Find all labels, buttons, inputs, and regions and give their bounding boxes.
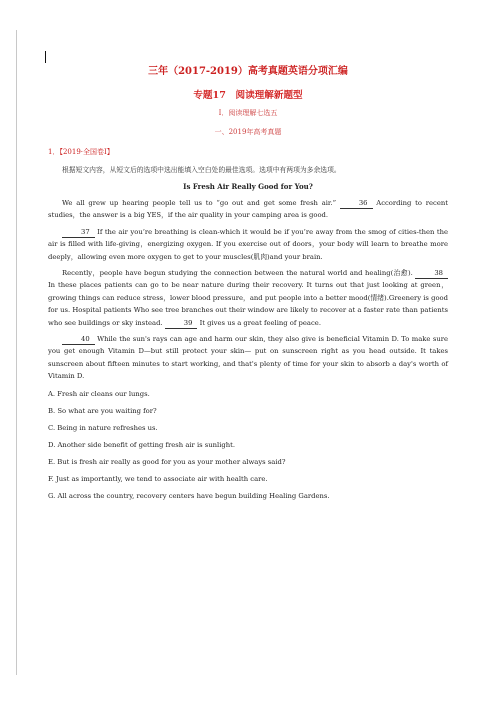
paragraph-4-text: While the sun's rays can age and harm our skin, they also give is beneficial Vitamin D. To make sure you get enough Vitamin D—but still protect your skin— put on sunscreen right as you head outside. It takes sunscreen about fifteen minutes to start working, and that's plenty of time for your skin to absorb a day's worth of Vitamin D. — [48, 335, 448, 381]
text-cursor — [45, 51, 46, 63]
paragraph-3-end: It gives us a great feeling of peace. — [199, 318, 321, 327]
paragraph-2 — [48, 226, 448, 263]
paragraph-1 — [48, 197, 448, 222]
option-b: B. So what are you waiting for? — [48, 406, 157, 415]
option-a: A. Fresh air cleans our lungs. — [48, 389, 150, 398]
paragraph-1-tail: According to recent studies，the answer is a big YES，if the air quality in your camping area is good. — [48, 199, 448, 220]
instruction-text: 根据短文内容，从短文后的选项中选出能填入空白处的最佳选项。选项中有两项为多余选项。 — [62, 166, 341, 174]
blank-40: 40 — [62, 335, 95, 345]
blank-38: 38 — [415, 269, 448, 279]
paragraph-4 — [48, 333, 448, 383]
option-d: D. Another side benefit of getting fresh air is sunlight. — [48, 440, 235, 449]
paragraph-1-text: We all grew up hearing people tell us to “go out and get some fresh air.” — [62, 199, 340, 207]
option-f: F. Just as importantly, we tend to associate air with health care. — [48, 474, 268, 483]
paragraph-3-text: Recently，people have begun studying the connection between the natural world and healing(治愈). — [62, 269, 413, 278]
paragraph-2-text: If the air you’re breathing is clean-which it would be if you’re away from the smog of cities-then the air is filled with life-giving，energizing oxygen. If you exercise out of doors，your body will learn to breathe more deeply，allowing even more oxygen to get to your muscles(肌肉)and your brain. — [48, 227, 448, 261]
option-c: C. Being in nature refreshes us. — [48, 423, 158, 432]
blank-36: 36 — [340, 199, 373, 209]
option-g: G. All across the country, recovery centers have begun building Healing Gardens. — [48, 491, 330, 500]
document-subtitle: 专题17 阅读理解新题型 — [193, 90, 303, 101]
document-content — [48, 63, 448, 502]
option-e: E. But is fresh air really as good for you as your mother always said? — [48, 457, 286, 466]
paragraph-3 — [48, 267, 448, 329]
section-title: I．阅读理解七选五 — [218, 109, 278, 117]
main-title: 三年（2017-2019）高考真题英语分项汇编 — [148, 66, 348, 77]
paragraph-3-tail: In these places patients can go to be near nature during their recovery. It turns out that just looking at green，growing things can reduce stress，lower blood pressure，and put people into a better mood(情绪).Greenery is good for us. Hospital patients Who see tree branches out their window are likely to recover at a faster rate than patients who see buildings or sky instead. — [48, 281, 448, 327]
question-heading: 1．【2019·全国卷Ⅰ】 — [48, 148, 114, 156]
article-title: Is Fresh Air Really Good for You? — [183, 182, 313, 191]
blank-39: 39 — [165, 319, 198, 329]
subsection-title: 一、2019年高考真题 — [214, 128, 282, 136]
blank-37: 37 — [62, 228, 95, 238]
page-margin-line — [16, 30, 17, 675]
